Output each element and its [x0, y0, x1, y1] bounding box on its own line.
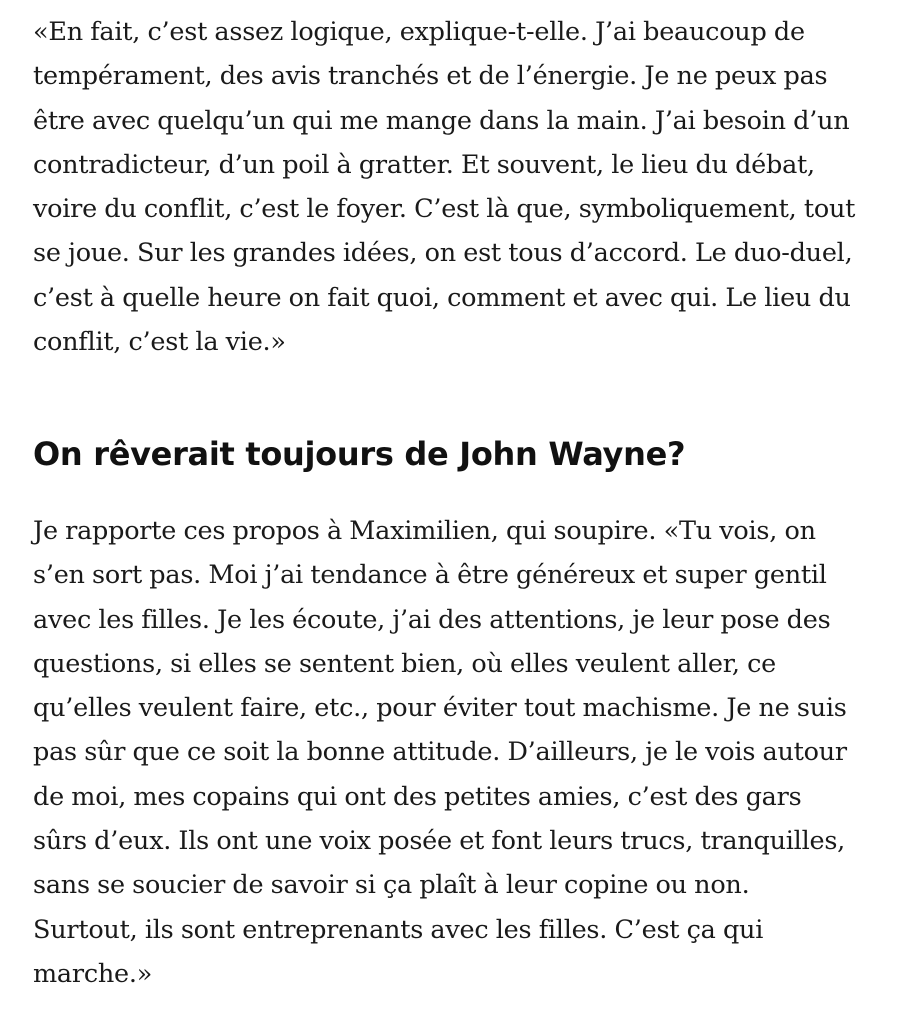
text-line: Je rapporte ces propos à Maximilien, qui soupire. «Tu vois, on [33, 516, 816, 546]
text-line: marche.» [33, 958, 153, 989]
text-line: pas sûr que ce soit la bonne attitude. D’ailleurs, je le vois autour [33, 737, 847, 768]
text-line: «En fait, c’est assez logique, explique-t-elle. J’ai beaucoup de [33, 17, 805, 47]
text-line: conflit, c’est la vie.» [33, 327, 286, 358]
text-line: c’est à quelle heure on fait quoi, comment et avec qui. Le lieu du [33, 282, 851, 313]
text-line: questions, si elles se sentent bien, où elles veulent aller, ce [33, 648, 776, 679]
text-line: contradicteur, d’un poil à gratter. Et souvent, le lieu du débat, [33, 149, 815, 180]
text-line: s’en sort pas. Moi j’ai tendance à être généreux et super gentil [33, 560, 827, 591]
text-line: Surtout, ils sont entreprenants avec les filles. C’est ça qui [33, 914, 764, 945]
text-line: être avec quelqu’un qui me mange dans la main. J’ai besoin d’un [33, 105, 850, 136]
text-line: se joue. Sur les grandes idées, on est tous d’accord. Le duo-duel, [33, 238, 853, 269]
text-line: qu’elles veulent faire, etc., pour éviter tout machisme. Je ne suis [33, 693, 847, 724]
body-paragraph [33, 509, 891, 996]
section-heading: On rêverait toujours de John Wayne? [33, 435, 686, 473]
text-line: sans se soucier de savoir si ça plaît à leur copine ou non. [33, 870, 750, 901]
quote-paragraph [33, 10, 891, 364]
text-line: avec les filles. Je les écoute, j’ai des attentions, je leur pose des [33, 604, 831, 635]
text-line: tempérament, des avis tranchés et de l’énergie. Je ne peux pas [33, 61, 828, 92]
text-line: sûrs d’eux. Ils ont une voix posée et font leurs trucs, tranquilles, [33, 826, 846, 857]
text-line: voire du conflit, c’est le foyer. C’est là que, symboliquement, tout [33, 194, 856, 225]
text-line: de moi, mes copains qui ont des petites amies, c’est des gars [33, 781, 802, 812]
